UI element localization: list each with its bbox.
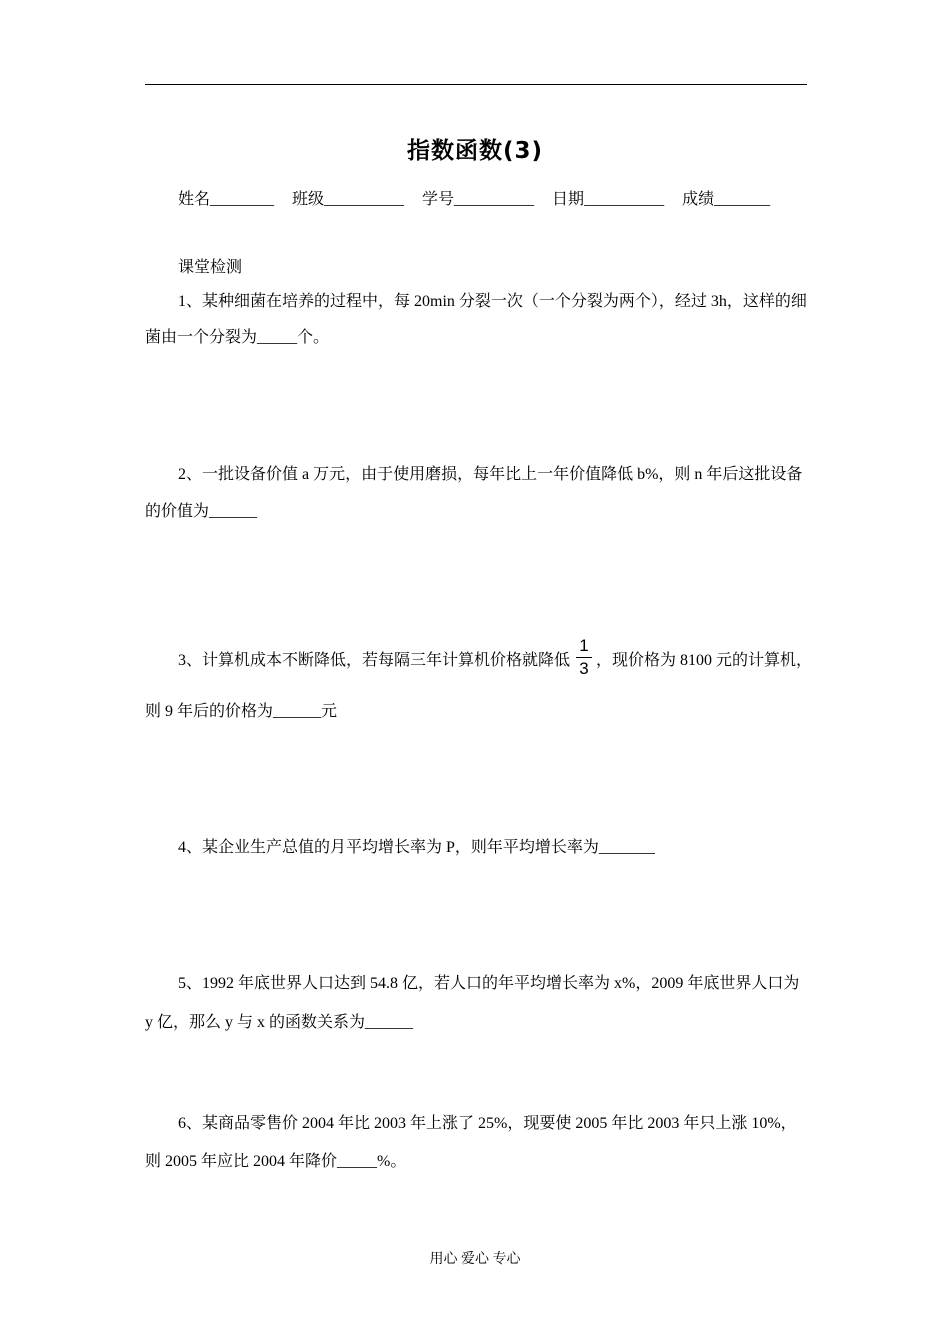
name-field [178, 186, 274, 209]
fraction-denominator: 3 [579, 659, 589, 678]
question-1-line-1: 1、某种细菌在培养的过程中，每 20min 分裂一次（一个分裂为两个），经过 3h，这样的细 [178, 293, 807, 310]
question-3-line-1a: 3、计算机成本不断降低，若每隔三年计算机价格就降低 [178, 652, 571, 669]
question-1-line-2: 菌由一个分裂为_____个。 [145, 329, 330, 346]
question-2-line-2: 的价值为______ [145, 503, 258, 520]
date-label: 日期 [552, 191, 585, 208]
student-info-row [178, 186, 784, 209]
class-blank: __________ [324, 191, 405, 208]
question-3-line-2: 则 9 年后的价格为______元 [145, 703, 338, 720]
fraction-bar [576, 657, 592, 658]
page-footer: 用心 爱心 专心 [429, 1252, 521, 1267]
student-id-field [422, 186, 534, 209]
fraction-numerator: 1 [579, 636, 589, 655]
class-field [292, 186, 404, 209]
fraction-one-third [574, 636, 594, 679]
date-blank: __________ [584, 191, 665, 208]
student-id-label: 学号 [422, 191, 455, 208]
question-6-line-1: 6、某商品零售价 2004 年比 2003 年上涨了 25%，现要使 2005 年比 2003 年只上涨 10%， [178, 1115, 797, 1132]
question-3-line-1b: ，现价格为 8100 元的计算机， [596, 652, 813, 669]
name-blank: ________ [210, 191, 275, 208]
score-label: 成绩 [682, 191, 715, 208]
question-5-line-1: 5、1992 年底世界人口达到 54.8 亿，若人口的年平均增长率为 x%，2009 年底世界人口为 [178, 975, 800, 992]
question-4-line-1: 4、某企业生产总值的月平均增长率为 P，则年平均增长率为_______ [178, 839, 655, 856]
section-heading: 课堂检测 [178, 259, 243, 276]
class-label: 班级 [292, 191, 325, 208]
page-title: 指数函数(3) [406, 138, 544, 164]
score-blank: _______ [714, 191, 771, 208]
header-rule [145, 84, 807, 85]
score-field [682, 186, 770, 209]
name-label: 姓名 [178, 191, 211, 208]
question-6-line-2: 则 2005 年应比 2004 年降价_____%。 [145, 1153, 407, 1170]
question-5-line-2: y 亿，那么 y 与 x 的函数关系为______ [145, 1014, 414, 1031]
date-field [552, 186, 664, 209]
question-2-line-1: 2、一批设备价值 a 万元，由于使用磨损，每年比上一年价值降低 b%，则 n 年后这批设备 [178, 466, 803, 483]
student-id-blank: __________ [454, 191, 535, 208]
